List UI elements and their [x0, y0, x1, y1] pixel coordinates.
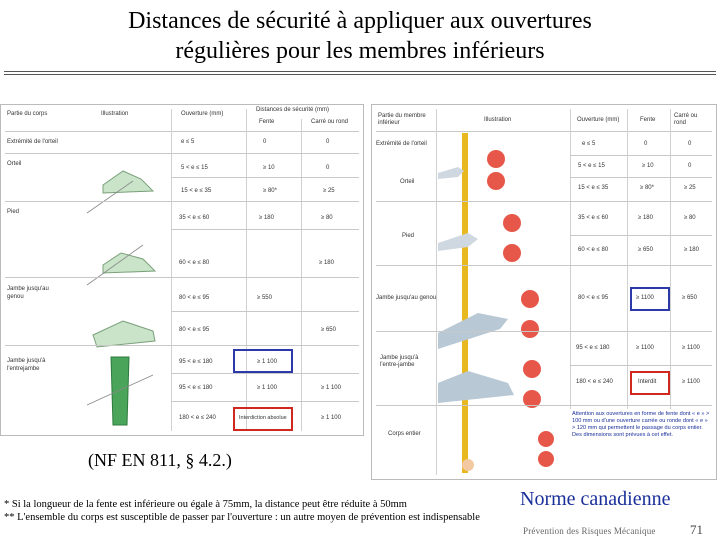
right-row-divider [376, 405, 712, 406]
hazard-gear-icon [503, 214, 521, 232]
hazard-gear-icon [521, 320, 539, 338]
left-row-opening: 80 < e ≤ 95 [179, 295, 210, 301]
right-row-divider [376, 265, 712, 266]
right-illustrations [438, 133, 570, 475]
title-rule-top [4, 71, 716, 72]
right-row-divider [570, 235, 712, 236]
page-number: 71 [690, 522, 703, 537]
right-row-slot: Interdit [638, 379, 657, 385]
left-col-divider-2 [246, 109, 247, 431]
leg-illustration [438, 371, 514, 403]
left-row-slot: ≥ 1 100 [257, 359, 277, 365]
right-col-divider-2 [570, 109, 571, 409]
right-row-opening: 5 < e ≤ 15 [578, 163, 605, 169]
left-col-divider-3 [301, 119, 302, 431]
right-row-slot: ≥ 1100 [636, 295, 654, 301]
right-header-part: Partie du membre inférieur [378, 113, 426, 126]
left-row-divider [5, 153, 359, 154]
left-col-divider-1 [171, 109, 172, 431]
left-row-slot: ≥ 10 [263, 165, 275, 171]
left-row-square: 0 [326, 165, 330, 171]
left-header-distances: Distances de sécurité (mm) [256, 107, 330, 113]
hazard-group-toe [438, 150, 505, 190]
right-row-opening: e ≤ 5 [582, 141, 596, 147]
left-row-slot: ≥ 80* [263, 188, 277, 194]
canadian-standard-label: Norme canadienne [520, 488, 671, 510]
left-row-divider [171, 177, 359, 178]
left-illustrations [83, 135, 169, 431]
knee-illustration [93, 321, 155, 347]
left-row-divider [171, 373, 359, 374]
right-row-opening: 180 < e ≤ 240 [576, 379, 613, 385]
right-row-square: 0 [688, 163, 692, 169]
right-row-part: Pied [402, 233, 415, 239]
left-row-slot: ≥ 1 100 [257, 385, 277, 391]
left-row-divider [171, 311, 359, 312]
hazard-gear-icon [523, 360, 541, 378]
right-row-part: Orteil [400, 179, 415, 185]
right-table-note: Attention aux ouvertures en forme de fente dont « e » > 100 mm ou d'une ouverture carrée ou ronde dont « e » > 120 mm qui permettent le passage du corps entier. Des dimensions sont prévues à cet effet. [572, 411, 710, 438]
hazard-gear-icon [487, 150, 505, 168]
leg-illustration [111, 357, 129, 425]
right-row-slot: 0 [644, 141, 648, 147]
barrier-post [462, 133, 468, 473]
left-row-slot: ≥ 550 [257, 295, 272, 301]
left-row-opening: 15 < e ≤ 35 [181, 188, 212, 194]
left-row-square: ≥ 1 100 [321, 415, 341, 421]
right-header-slot: Fente [640, 117, 656, 123]
right-row-part: Extrémité de l'orteil [376, 141, 427, 147]
toe-illustration [438, 167, 464, 179]
right-row-part: Jambe jusqu'à l'entre-jambe [380, 355, 419, 368]
right-row-divider [376, 331, 712, 332]
foot-illustration [438, 233, 478, 251]
hazard-gear-icon [503, 244, 521, 262]
right-row-square: ≥ 80 [684, 215, 696, 221]
red-highlight-box [233, 407, 293, 431]
left-row-square: ≥ 80 [321, 215, 333, 221]
left-row-square: ≥ 650 [321, 327, 336, 333]
red-highlight-box [630, 371, 670, 395]
hazard-gear-icon [538, 431, 554, 447]
left-row-part: Orteil [7, 161, 22, 167]
left-row-square: ≥ 180 [319, 260, 334, 266]
right-row-square: ≥ 1100 [682, 345, 700, 351]
right-row-slot: ≥ 1100 [636, 345, 654, 351]
left-row-square: ≥ 25 [323, 188, 335, 194]
standard-reference: (NF EN 811, § 4.2.) [88, 450, 232, 470]
left-row-opening: 180 < e ≤ 240 [179, 415, 216, 421]
right-header-divider [376, 131, 712, 132]
left-row-part: Pied [7, 209, 20, 215]
right-row-slot: ≥ 10 [642, 163, 654, 169]
hazard-group-foot [438, 214, 521, 262]
left-row-opening: 95 < e ≤ 180 [179, 385, 213, 391]
right-header-square: Carré ou rond [674, 113, 698, 126]
right-row-part: Jambe jusqu'au genou [376, 295, 437, 301]
right-col-divider-3 [627, 109, 628, 409]
blue-highlight-box [630, 287, 670, 311]
title-rule-bottom [4, 74, 716, 75]
right-row-divider [570, 177, 712, 178]
left-row-opening: 60 < e ≤ 80 [179, 260, 210, 266]
footnote-2: ** L'ensemble du corps est susceptible de passer par l'ouverture : un autre moyen de prévention est indispensable [4, 512, 480, 523]
left-safety-table [0, 104, 364, 436]
left-row-opening: 95 < e ≤ 180 [179, 359, 213, 365]
title-line-1: Distances de sécurité à appliquer aux ouvertures [128, 8, 592, 34]
right-row-opening: 35 < e ≤ 60 [578, 215, 609, 221]
hazard-group-knee [438, 290, 539, 349]
hazard-gear-icon [521, 290, 539, 308]
right-row-part: Corps entier [388, 431, 421, 437]
left-row-divider [171, 401, 359, 402]
title-line-2: régulières pour les membres inférieurs [175, 38, 545, 64]
left-row-part: Jambe jusqu'à l'entrejambe [7, 358, 46, 372]
left-header-divider [5, 131, 359, 132]
hazard-group-body [462, 431, 554, 471]
left-header-slot: Fente [259, 119, 275, 125]
right-header-illustration: Illustration [484, 117, 512, 123]
right-row-slot: ≥ 80* [640, 185, 654, 191]
left-row-part: Jambe jusqu'au genou [7, 286, 49, 300]
right-row-square: ≥ 1100 [682, 379, 700, 385]
right-row-square: ≥ 650 [682, 295, 697, 301]
left-row-opening: 5 < e ≤ 15 [181, 165, 208, 171]
left-row-slot: 0 [263, 139, 267, 145]
right-col-divider-1 [436, 109, 437, 475]
footer-label: Prévention des Risques Mécanique [523, 526, 656, 536]
left-row-slot: Interdiction absolue [239, 415, 287, 421]
right-safety-table [371, 104, 717, 480]
left-row-opening: e ≤ 5 [181, 139, 195, 145]
hazard-gear-icon [538, 451, 554, 467]
right-row-divider [570, 155, 712, 156]
left-row-opening: 35 < e ≤ 60 [179, 215, 210, 221]
right-row-divider [376, 201, 712, 202]
left-row-square: ≥ 1 100 [321, 385, 341, 391]
person-head-icon [462, 459, 474, 471]
right-row-slot: ≥ 180 [638, 215, 653, 221]
blue-highlight-box [233, 349, 293, 373]
left-row-divider [5, 201, 359, 202]
left-row-opening: 80 < e ≤ 95 [179, 327, 210, 333]
right-row-opening: 80 < e ≤ 95 [578, 295, 609, 301]
right-row-square: ≥ 180 [684, 247, 699, 253]
left-row-divider [5, 277, 359, 278]
right-col-divider-4 [670, 109, 671, 409]
right-row-square: 0 [688, 141, 692, 147]
left-row-square: 0 [326, 139, 330, 145]
left-row-part: Extrémité de l'orteil [7, 139, 58, 145]
foot-illustration [103, 253, 155, 273]
left-row-divider [171, 229, 359, 230]
right-header-opening: Ouverture (mm) [577, 117, 620, 123]
left-header-square: Carré ou rond [311, 119, 349, 125]
right-row-opening: 95 < e ≤ 180 [576, 345, 610, 351]
hazard-group-leg [438, 360, 541, 408]
left-row-divider [5, 345, 359, 346]
right-row-divider [570, 365, 712, 366]
right-row-square: ≥ 25 [684, 185, 696, 191]
hazard-gear-icon [487, 172, 505, 190]
left-header-illustration: Illustration [101, 111, 129, 117]
right-row-opening: 15 < e ≤ 35 [578, 185, 609, 191]
left-row-slot: ≥ 180 [259, 215, 274, 221]
footnote-1: * Si la longueur de la fente est inférieure ou égale à 75mm, la distance peut être réduite à 50mm [4, 499, 407, 510]
left-header-opening: Ouverture (mm) [181, 111, 224, 117]
page-title [0, 6, 720, 66]
left-header-part: Partie du corps [7, 111, 48, 117]
right-row-opening: 60 < e ≤ 80 [578, 247, 609, 253]
right-row-slot: ≥ 650 [638, 247, 653, 253]
toe-illustration [103, 171, 153, 193]
